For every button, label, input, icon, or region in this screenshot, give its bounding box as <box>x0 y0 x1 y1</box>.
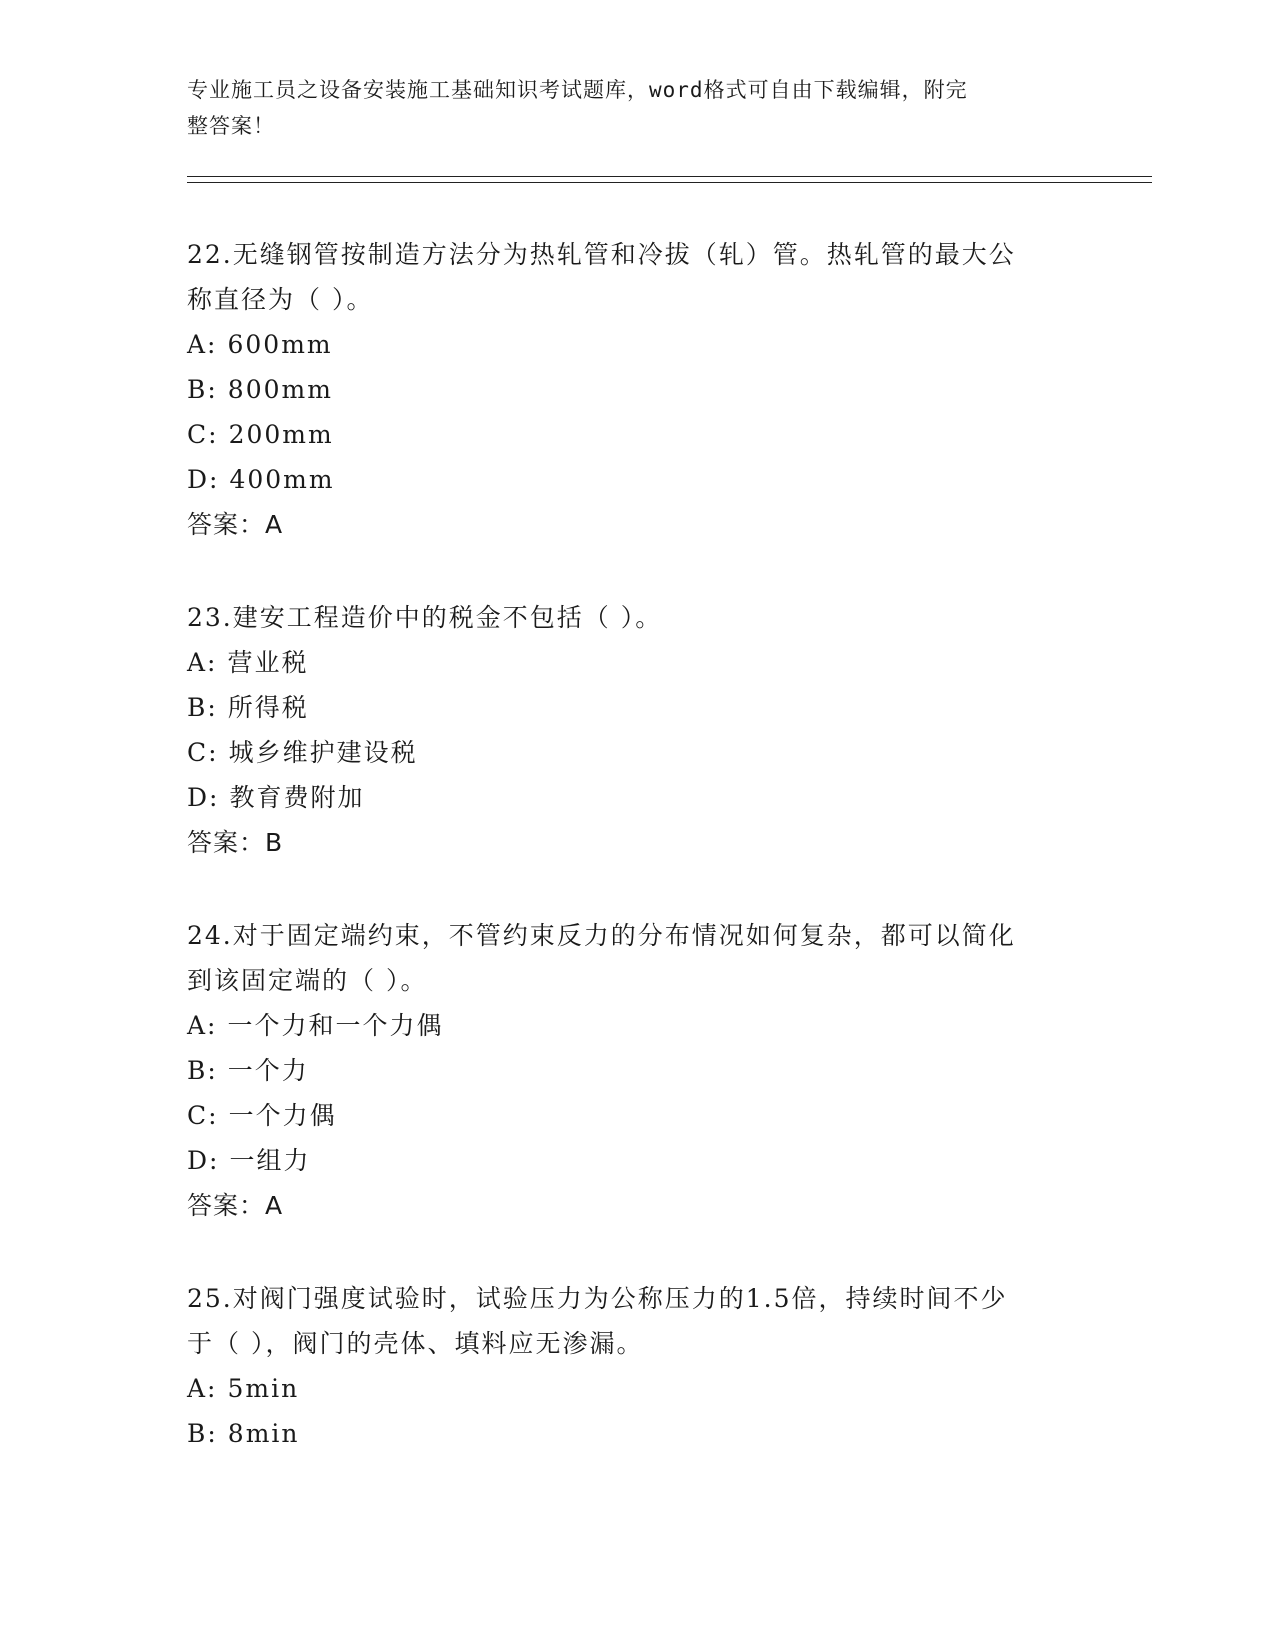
option-letter: D: <box>187 465 220 494</box>
question-25 <box>187 1276 1087 1456</box>
option-a <box>187 640 1087 685</box>
option-b <box>187 1048 1087 1093</box>
option-d <box>187 1138 1087 1183</box>
question-stem-line-1: 25.对阀门强度试验时，试验压力为公称压力的1.5倍，持续时间不少 <box>187 1284 1008 1313</box>
question-stem <box>187 1276 1087 1366</box>
option-a <box>187 1366 1087 1411</box>
question-stem <box>187 595 1087 640</box>
header-line-1: 专业施工员之设备安装施工基础知识考试题库，word格式可自由下载编辑，附完 <box>187 78 968 102</box>
option-text: 一个力偶 <box>228 1101 337 1130</box>
answer-line: 答案：A <box>187 1191 284 1220</box>
option-text: 200mm <box>228 420 334 449</box>
option-letter: A: <box>187 330 218 359</box>
question-stem <box>187 913 1087 1003</box>
option-letter: B: <box>187 693 218 722</box>
option-text: 一组力 <box>229 1146 311 1175</box>
header-line-2: 整答案！ <box>187 114 275 138</box>
header-divider-top <box>187 176 1152 177</box>
question-22 <box>187 232 1087 547</box>
option-letter: D: <box>187 783 220 812</box>
question-stem-line-1: 23.建安工程造价中的税金不包括（ ）。 <box>187 603 663 632</box>
header-divider-bottom <box>187 182 1152 183</box>
option-b <box>187 367 1087 412</box>
option-letter: C: <box>187 738 219 767</box>
question-stem-line-2: 到该固定端的（ ）。 <box>187 966 428 995</box>
option-c <box>187 412 1087 457</box>
option-text: 400mm <box>229 465 335 494</box>
option-text: 5min <box>227 1374 300 1403</box>
option-letter: B: <box>187 375 218 404</box>
option-letter: B: <box>187 1056 218 1085</box>
question-list <box>187 232 1087 1504</box>
question-23 <box>187 595 1087 865</box>
option-letter: A: <box>187 648 218 677</box>
option-a <box>187 322 1087 367</box>
option-text: 一个力 <box>227 1056 309 1085</box>
answer-line: 答案：B <box>187 828 284 857</box>
option-text: 城乡维护建设税 <box>228 738 418 767</box>
option-text: 一个力和一个力偶 <box>227 1011 444 1040</box>
option-d <box>187 457 1087 502</box>
option-text: 教育费附加 <box>229 783 365 812</box>
option-letter: C: <box>187 420 219 449</box>
option-text: 600mm <box>227 330 333 359</box>
option-d <box>187 775 1087 820</box>
option-letter: C: <box>187 1101 219 1130</box>
question-stem-line-1: 24.对于固定端约束，不管约束反力的分布情况如何复杂，都可以简化 <box>187 921 1016 950</box>
option-b <box>187 685 1087 730</box>
question-stem-line-1: 22.无缝钢管按制造方法分为热轧管和冷拔（轧）管。热轧管的最大公 <box>187 240 1016 269</box>
option-letter: A: <box>187 1011 218 1040</box>
question-stem <box>187 232 1087 322</box>
option-b <box>187 1411 1087 1456</box>
option-letter: B: <box>187 1419 218 1448</box>
document-header <box>187 72 1087 144</box>
option-text: 8min <box>227 1419 300 1448</box>
option-text: 800mm <box>227 375 333 404</box>
question-stem-line-2: 称直径为（ ）。 <box>187 285 374 314</box>
option-letter: D: <box>187 1146 220 1175</box>
option-text: 所得税 <box>227 693 309 722</box>
option-c <box>187 730 1087 775</box>
option-text: 营业税 <box>227 648 309 677</box>
question-24 <box>187 913 1087 1228</box>
option-c <box>187 1093 1087 1138</box>
question-stem-line-2: 于（ ），阀门的壳体、填料应无渗漏。 <box>187 1329 644 1358</box>
answer-line: 答案：A <box>187 510 284 539</box>
option-letter: A: <box>187 1374 218 1403</box>
option-a <box>187 1003 1087 1048</box>
